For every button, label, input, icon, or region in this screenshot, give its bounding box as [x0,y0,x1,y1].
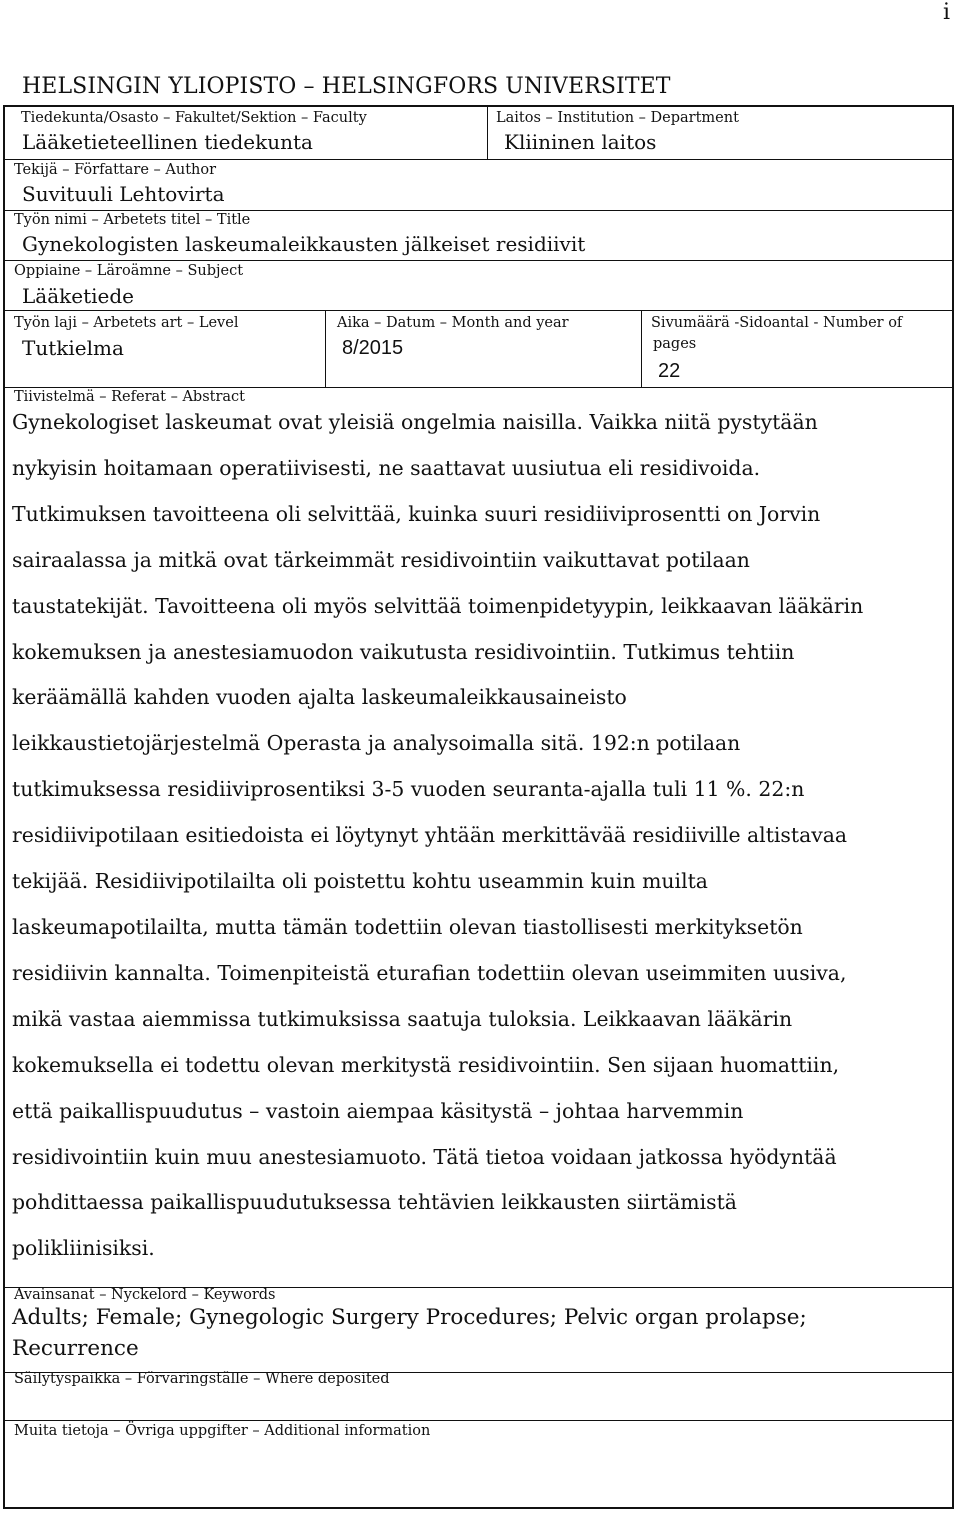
divider-abstract [5,387,952,388]
subject-value: Lääketiede [22,284,134,308]
divider-subject [5,310,952,311]
abstract-line: taustatekijät. Tavoitteena oli myös selvittää toimenpidetyypin, leikkaavan lääkärin [12,593,864,618]
abstract-label: Tiivistelmä – Referat – Abstract [14,389,245,405]
abstract-line: kokemuksen ja anestesiamuodon vaikutusta residivointiin. Tutkimus tehtiin [12,639,795,664]
abstract-line: sairaalassa ja mitkä ovat tärkeimmät residivointiin vaikuttavat potilaan [12,547,750,572]
divider-title [5,260,952,261]
title-value: Gynekologisten laskeumaleikkausten jälkeiset residiivit [22,232,586,256]
divider-author [5,210,952,211]
abstract-line: nykyisin hoitamaan operatiivisesti, ne saattavat uusiutua eli residivoida. [12,455,761,480]
page-number: i [943,0,951,25]
author-value: Suvituuli Lehtovirta [22,182,225,206]
faculty-label: Tiedekunta/Osasto – Fakultet/Sektion – Faculty [21,110,367,126]
deposited-label: Säilytyspaikka – Förvaringställe – Where deposited [14,1371,390,1387]
abstract-body [12,400,932,1272]
author-label: Tekijä – Författare – Author [14,162,217,178]
date-value: 8/2015 [342,337,404,359]
divider-vertical-date [325,310,326,387]
abstract-line: pohdittaessa paikallispuudutuksessa tehtävien leikkausten siirtämistä [12,1190,737,1215]
level-value: Tutkielma [22,336,124,360]
divider-department [487,159,952,160]
pages-label-line2: pages [653,336,697,352]
date-label: Aika – Datum – Month and year [337,315,569,331]
additional-info-label: Muita tietoja – Övriga uppgifter – Additional information [14,1423,431,1439]
keywords-line: Recurrence [12,1336,139,1361]
abstract-line: polikliinisiksi. [12,1236,155,1261]
pages-value: 22 [658,360,681,382]
pages-label-line1: Sivumäärä -Sidoantal - Number of [651,315,903,331]
abstract-line: laskeumapotilailta, mutta tämän todettiin olevan tiastollisesti merkityksetön [12,914,803,939]
abstract-line: että paikallispuudutus – vastoin aiempaa käsitystä – johtaa harvemmin [12,1098,744,1123]
divider-faculty [5,159,487,160]
abstract-line: keräämällä kahden vuoden ajalta laskeumaleikkausaineisto [12,685,627,710]
abstract-line: Gynekologiset laskeumat ovat yleisiä ongelmia naisilla. Vaikka niitä pystytään [12,410,818,434]
abstract-line: mikä vastaa aiemmissa tutkimuksissa saatuja tuloksia. Leikkaavan lääkärin [12,1006,793,1031]
abstract-line: tutkimuksessa residiiviprosentiksi 3-5 vuoden seuranta-ajalla tuli 11 %. 22:n [12,777,805,802]
divider-vertical-department [487,107,488,159]
faculty-value: Lääketieteellinen tiedekunta [22,130,313,154]
abstract-line: residiivipotilaan esitiedoista ei löytynyt yhtään merkittävää residiiville altistavaa [12,823,848,848]
abstract-line: leikkaustietojärjestelmä Operasta ja analysoimalla sitä. 192:n potilaan [12,731,741,756]
divider-vertical-pages [641,310,642,387]
department-value: Kliininen laitos [504,130,657,154]
department-label: Laitos – Institution – Department [496,110,739,126]
keywords-label: Avainsanat – Nyckelord – Keywords [14,1287,276,1303]
divider-additional [5,1420,952,1421]
abstract-line: residivointiin kuin muu anestesiamuoto. Tätä tietoa voidaan jatkossa hyödyntää [12,1144,837,1169]
abstract-line: Tutkimuksen tavoitteena oli selvittää, kuinka suuri residiiviprosentti on Jorvin [12,501,821,526]
level-label: Työn laji – Arbetets art – Level [14,315,239,331]
subject-label: Oppiaine – Läroämne – Subject [14,263,244,279]
abstract-line: tekijää. Residiivipotilailta oli poistettu kohtu useammin kuin muilta [12,869,708,894]
abstract-line: residiivin kannalta. Toimenpiteistä eturafian todettiin olevan useimmiten uusiva, [12,960,847,985]
keywords-value [12,1302,932,1364]
title-label: Työn nimi – Arbetets titel – Title [14,212,251,228]
university-heading: HELSINGIN YLIOPISTO – HELSINGFORS UNIVERSITET [22,74,671,99]
keywords-line: Adults; Female; Gynegologic Surgery Procedures; Pelvic organ prolapse; [12,1305,807,1330]
abstract-line: kokemuksella ei todettu olevan merkitystä residivointiin. Sen sijaan huomattiin, [12,1052,840,1077]
